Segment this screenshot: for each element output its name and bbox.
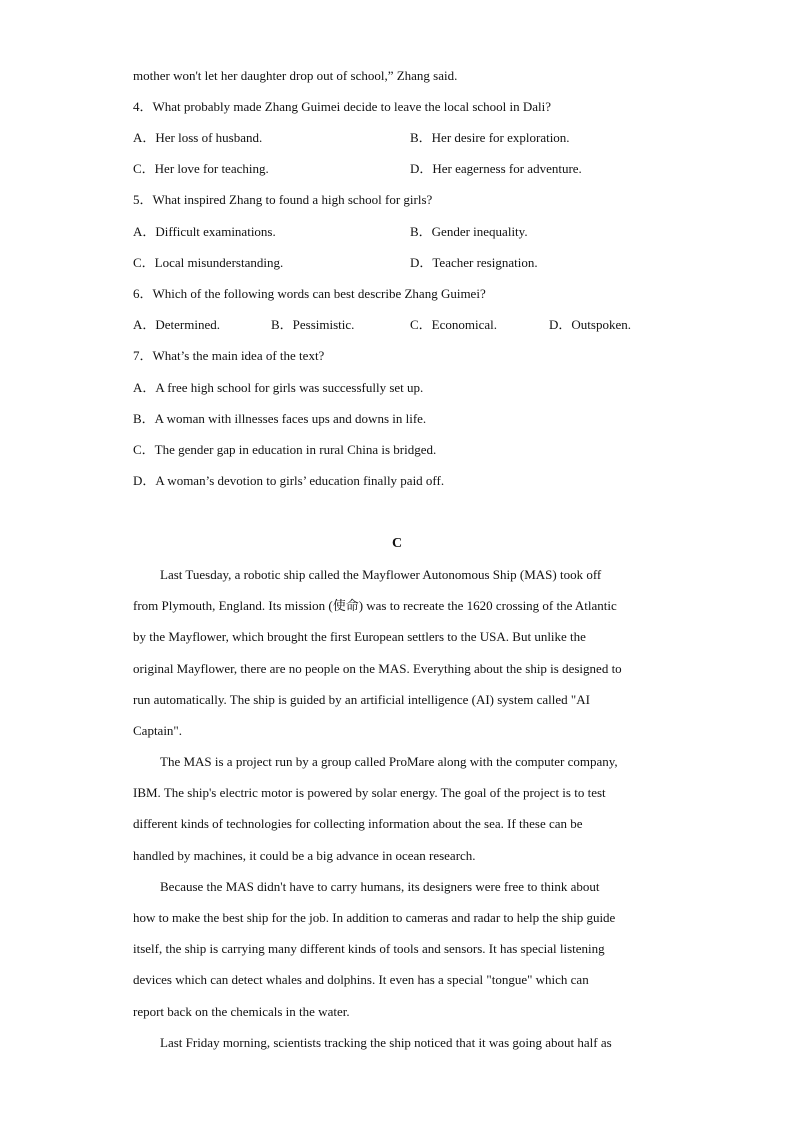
question-7-option-c: C．The gender gap in education in rural China is bridged. (133, 442, 437, 457)
paragraph-line: run automatically. The ship is guided by an artificial intelligence (AI) system called "AI (133, 692, 590, 707)
section-heading: C (391, 536, 403, 551)
question-5-stem: 5．What inspired Zhang to found a high school for girls? (133, 192, 433, 207)
paragraph-line: devices which can detect whales and dolphins. It even has a special "tongue" which can (133, 972, 589, 987)
question-6-option-b: B．Pessimistic. (271, 317, 355, 332)
paragraph-line: report back on the chemicals in the water. (133, 1004, 350, 1019)
paragraph-line: from Plymouth, England. Its mission (使命) was to recreate the 1620 crossing of the Atlantic (133, 598, 617, 613)
paragraph-line: Captain". (133, 723, 182, 738)
question-4-option-d: D．Her eagerness for adventure. (410, 161, 582, 176)
question-7-stem: 7．What’s the main idea of the text? (133, 348, 325, 363)
paragraph-line: handled by machines, it could be a big advance in ocean research. (133, 848, 476, 863)
question-6-option-d: D．Outspoken. (549, 317, 631, 332)
paragraph-line: by the Mayflower, which brought the first European settlers to the USA. But unlike the (133, 629, 586, 644)
paragraph-line: how to make the best ship for the job. In addition to cameras and radar to help the ship guide (133, 910, 616, 925)
question-7-option-d: D．A woman’s devotion to girls’ education finally paid off. (133, 473, 445, 488)
paragraph-line: original Mayflower, there are no people on the MAS. Everything about the ship is designed to (133, 661, 622, 676)
paragraph-line: Last Tuesday, a robotic ship called the Mayflower Autonomous Ship (MAS) took off (160, 567, 602, 582)
paragraph-line: different kinds of technologies for collecting information about the sea. If these can be (133, 816, 583, 831)
question-4-option-a: A．Her loss of husband. (133, 130, 263, 145)
question-7-option-a: A．A free high school for girls was successfully set up. (133, 380, 424, 395)
paragraph-line: Because the MAS didn't have to carry humans, its designers were free to think about (160, 879, 600, 894)
paragraph-line: Last Friday morning, scientists tracking the ship noticed that it was going about half as (160, 1035, 612, 1050)
paragraph-line: IBM. The ship's electric motor is powered by solar energy. The goal of the project is to test (133, 785, 606, 800)
continuation-line: mother won't let her daughter drop out of school,” Zhang said. (133, 68, 458, 83)
question-6-option-c: C．Economical. (410, 317, 498, 332)
question-6-stem: 6．Which of the following words can best describe Zhang Guimei? (133, 286, 486, 301)
question-4-option-c: C．Her love for teaching. (133, 161, 269, 176)
question-6-option-a: A．Determined. (133, 317, 221, 332)
question-4-option-b: B．Her desire for exploration. (410, 130, 570, 145)
question-5-option-a: A．Difficult examinations. (133, 224, 276, 239)
paragraph-line: The MAS is a project run by a group called ProMare along with the computer company, (160, 754, 618, 769)
question-5-option-d: D．Teacher resignation. (410, 255, 538, 270)
question-4-stem: 4．What probably made Zhang Guimei decide to leave the local school in Dali? (133, 99, 552, 114)
question-5-option-c: C．Local misunderstanding. (133, 255, 284, 270)
question-5-option-b: B．Gender inequality. (410, 224, 528, 239)
question-7-option-b: B．A woman with illnesses faces ups and downs in life. (133, 411, 427, 426)
paragraph-line: itself, the ship is carrying many different kinds of tools and sensors. It has special listening (133, 941, 605, 956)
